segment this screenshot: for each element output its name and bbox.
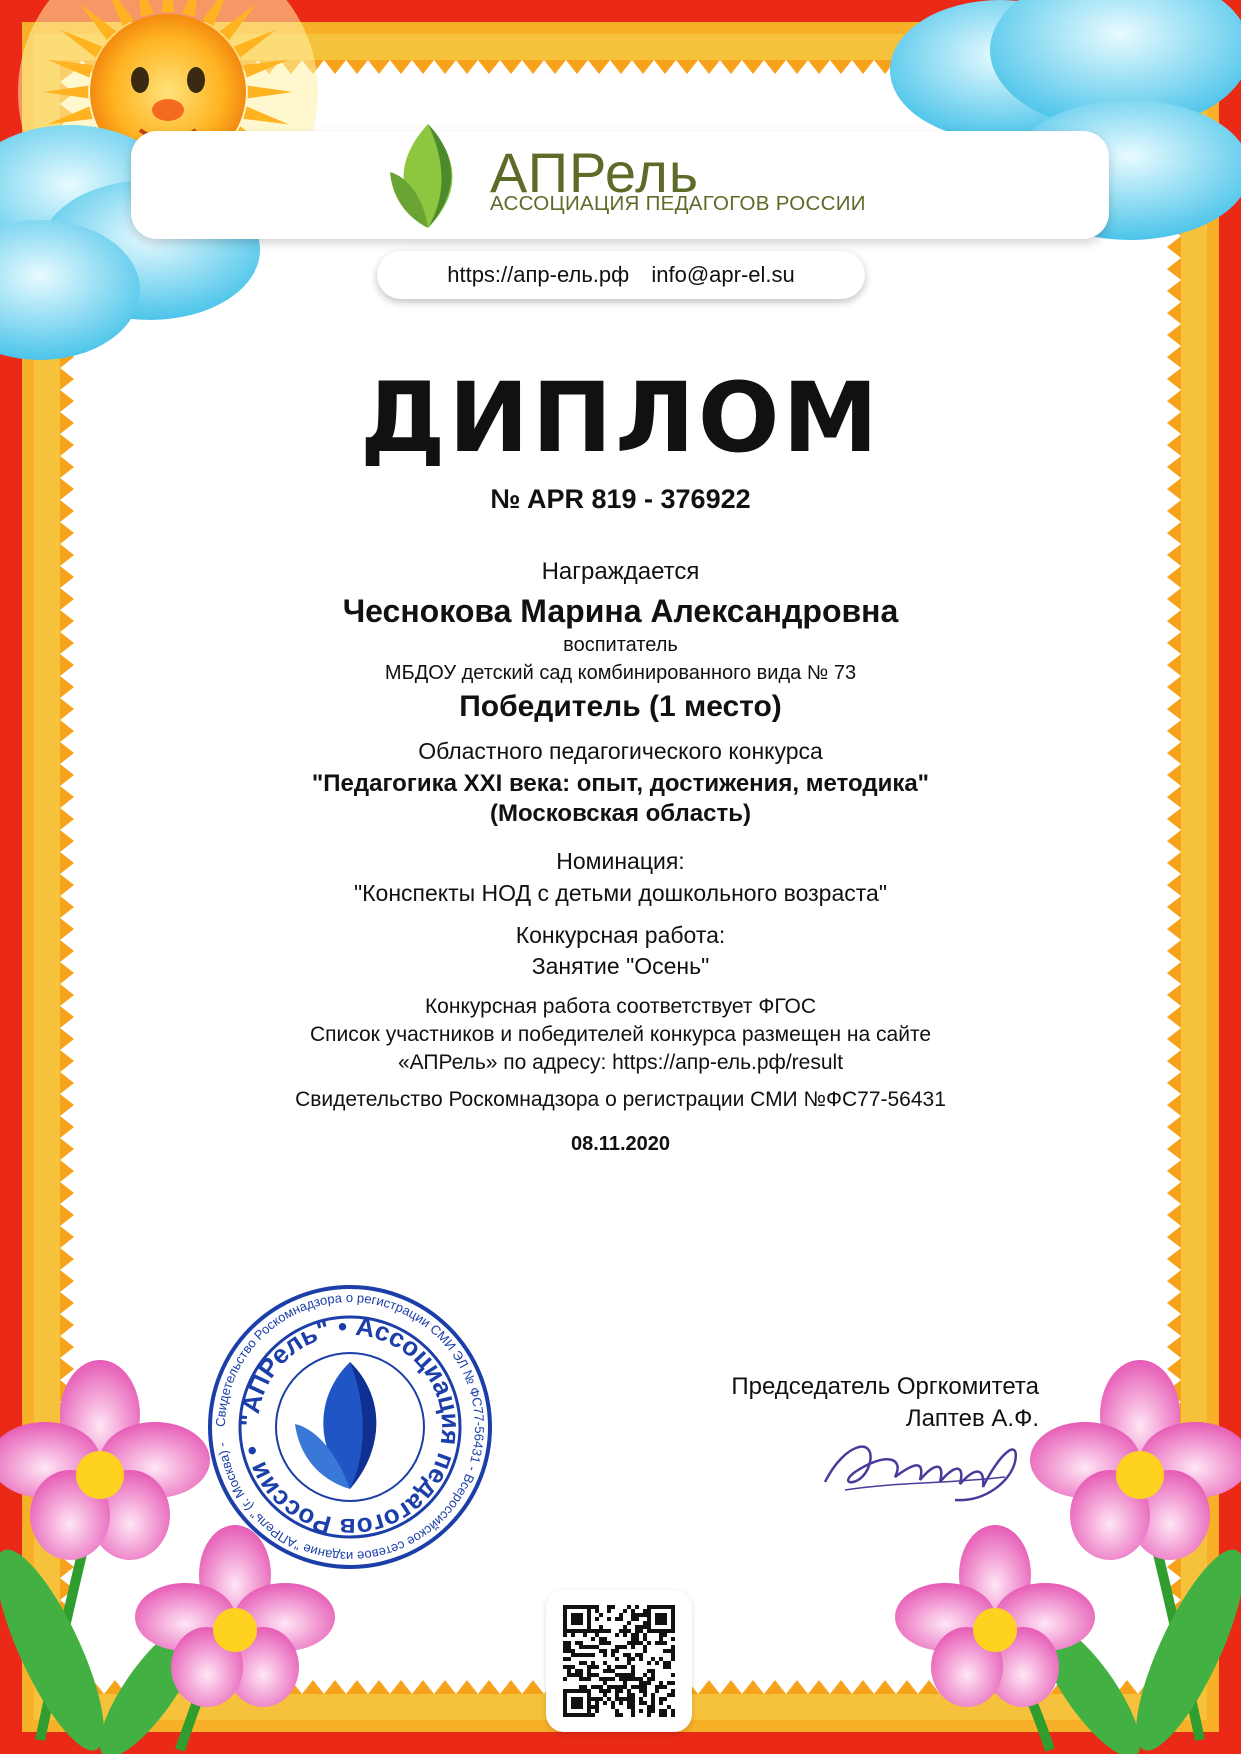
- contest-name: "Педагогика XXI века: опыт, достижения, методика": [311, 770, 930, 797]
- region: (Московская область): [490, 800, 751, 827]
- contest-type: Областного педагогического конкурса: [418, 738, 823, 764]
- issue-date: 08.11.2020: [571, 1133, 670, 1155]
- chair-name: Лаптев А.Ф.: [905, 1405, 1039, 1432]
- leaf-logo-icon: [388, 122, 468, 230]
- contacts-pill: [377, 251, 865, 299]
- diploma-title: ДИПЛОМ: [359, 362, 882, 474]
- smi-registration-note: Свидетельство Роскомнадзора о регистрации СМИ №ФС77-56431: [295, 1088, 946, 1111]
- seal-stamp: [207, 1284, 493, 1570]
- stamp-inner-text: "АПРель" • Ассоциация педагогов России •: [233, 1310, 467, 1544]
- logo-title: АПРель: [490, 141, 699, 204]
- organization: МБДОУ детский сад комбинированного вида № 73: [384, 662, 857, 684]
- email-link[interactable]: info@apr-el.su: [651, 262, 795, 287]
- result-site-note: «АПРель» по адресу: https://апр-ель.рф/result: [397, 1051, 844, 1074]
- qr-code-icon[interactable]: [563, 1605, 675, 1717]
- logo-subtitle: АССОЦИАЦИЯ ПЕДАГОГОВ РОССИИ: [490, 192, 866, 215]
- website-link[interactable]: https://апр-ель.рф: [447, 262, 630, 287]
- work-value: Занятие "Осень": [531, 953, 710, 979]
- diploma-number: № APR 819 - 376922: [490, 484, 751, 514]
- nomination-label: Номинация:: [556, 848, 685, 874]
- result: Победитель (1 место): [459, 690, 782, 723]
- nomination-value: "Конспекты НОД с детьми дошкольного возраста": [353, 880, 888, 906]
- list-note: Список участников и победителей конкурса размещен на сайте: [309, 1023, 932, 1046]
- fgos-note: Конкурсная работа соответствует ФГОС: [424, 995, 817, 1018]
- chair-title: Председатель Оргкомитета: [731, 1373, 1039, 1400]
- person-position: воспитатель: [563, 634, 678, 656]
- qr-card: [546, 1590, 692, 1732]
- awarded-label: Награждается: [541, 558, 700, 585]
- signature: [815, 1432, 1035, 1504]
- person-name: Чеснокова Марина Александровна: [342, 593, 899, 629]
- stamp-ring-text: Свидетельство Роскомнадзора о регистрации СМИ ЭЛ № ФС77-56431 - Всероссийское сетевое издание "АПРель" (г. Москва) -: [212, 1289, 488, 1565]
- work-label: Конкурсная работа:: [515, 922, 726, 948]
